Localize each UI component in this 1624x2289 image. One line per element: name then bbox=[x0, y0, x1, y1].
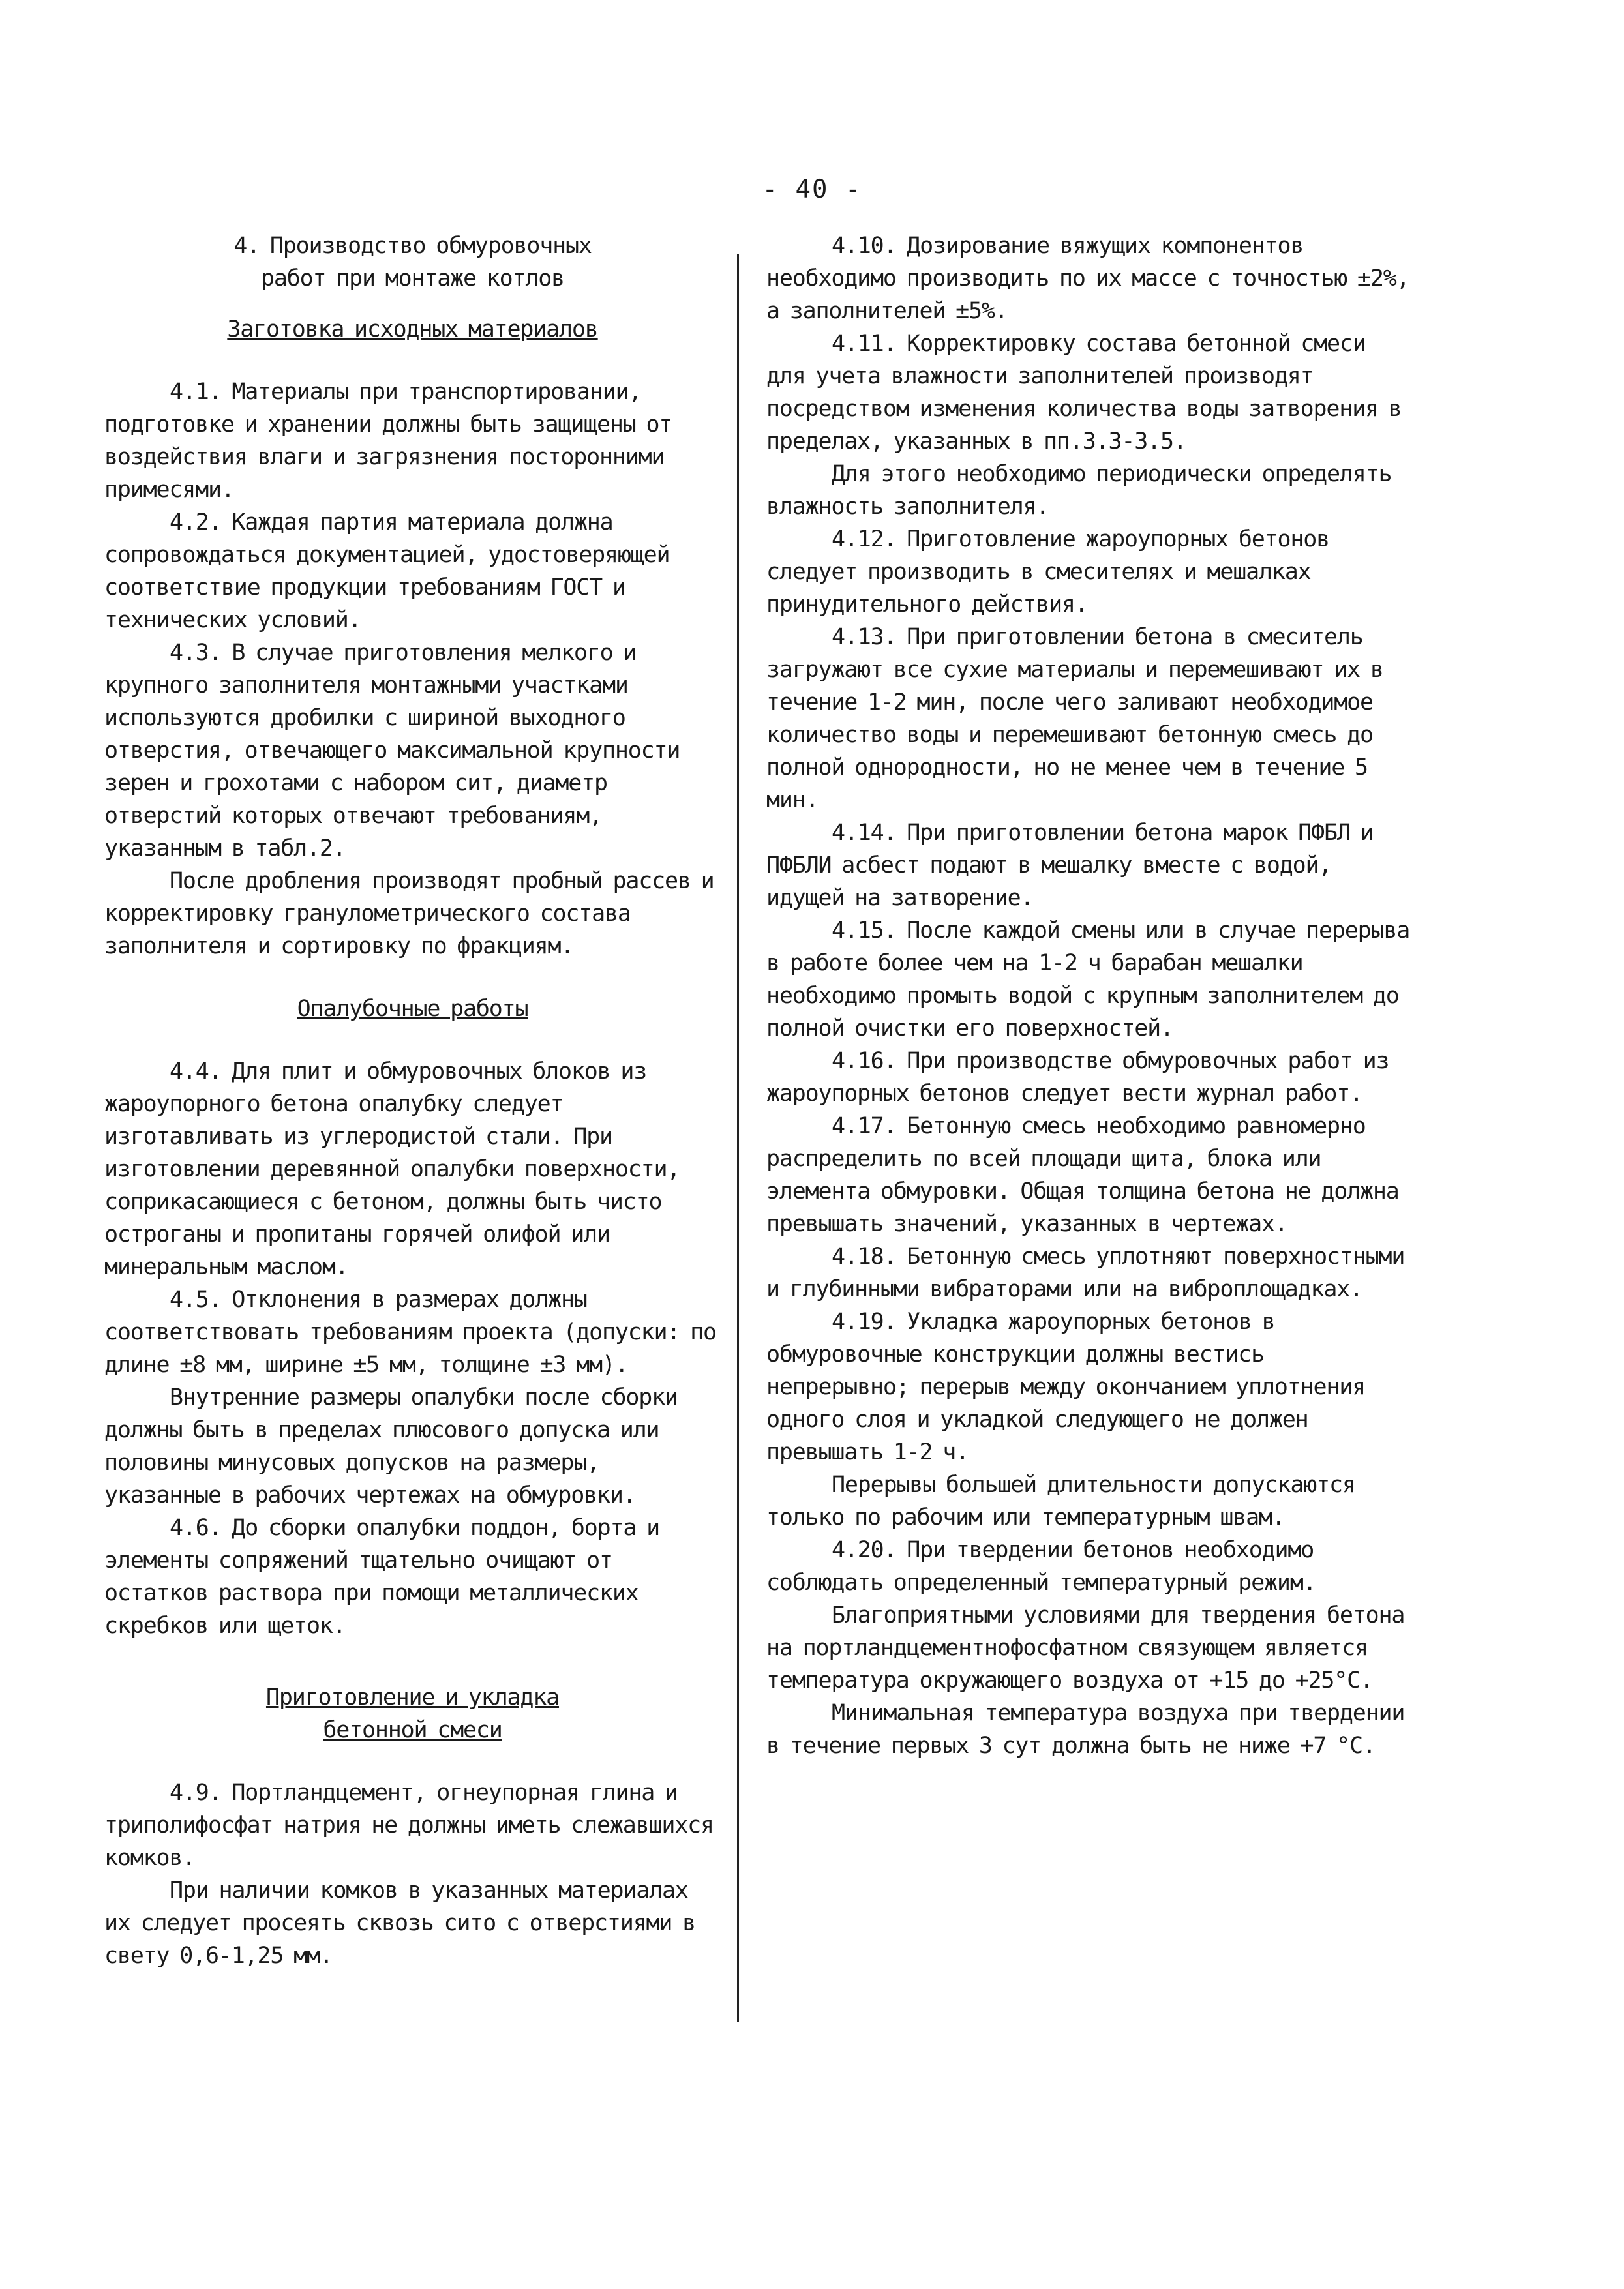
paragraph-4-11-cont: Для этого необходимо периодически определять влажность заполнителя. bbox=[766, 461, 1392, 520]
paragraph-4-4: 4.4. Для плит и обмуровочных блоков из жароупорного бетона опалубку следует изготавливать из углеродистой стали. При изготовлении деревянной опалубки поверхности, соприкасающиеся с бетоном, должны быть чисто остроганы и пропитаны горячей олифой или минеральным маслом. bbox=[104, 1058, 680, 1280]
paragraph-4-19-cont: Перерывы большей длительности допускаются только по рабочим или температурным швам. bbox=[766, 1472, 1355, 1531]
paragraph-4-13: 4.13. При приготовлении бетона в смеситель загружают все сухие материалы и перемешивают их в течение 1-2 мин, после чего заливают необходимое количество воды и перемешивают бетонную смесь до полной однородности, но не менее чем в течение 5 мин. bbox=[766, 624, 1383, 813]
paragraph-4-1: 4.1. Материалы при транспортировании, подготовке и хранении должны быть защищены от воздействия влаги и загрязнения посторонними примесями. bbox=[104, 379, 672, 503]
paragraph-4-14: 4.14. При приготовлении бетона марок ПФБЛ и ПФБЛИ асбест подают в мешалку вместе с водой, идущей на затворение. bbox=[766, 820, 1374, 911]
paragraph-4-18: 4.18. Бетонную смесь уплотняют поверхностными и глубинными вибраторами или на виброплощадках. bbox=[766, 1244, 1405, 1302]
paragraph-4-12: 4.12. Приготовление жароупорных бетонов следует производить в смесителях и мешалках принудительного действия. bbox=[766, 526, 1329, 618]
paragraph-4-15: 4.15. После каждой смены или в случае перерыва в работе более чем на 1-2 ч барабан мешалки необходимо промыть водой с крупным заполнителем до полной очистки его поверхностей. bbox=[766, 918, 1410, 1041]
paragraph-4-20-cont1: Благоприятными условиями для твердения бетона на портландцементнофосфатном связующем является температура окружающего воздуха от +15 до +25°С. bbox=[766, 1602, 1405, 1694]
paragraph-4-16: 4.16. При производстве обмуровочных работ из жароупорных бетонов следует вести журнал работ. bbox=[766, 1048, 1389, 1107]
paragraph-4-20: 4.20. При твердении бетонов необходимо соблюдать определенный температурный режим. bbox=[766, 1537, 1316, 1596]
paragraph-4-17: 4.17. Бетонную смесь необходимо равномерно распределить по всей площади щита, блока или элемента обмуровки. Общая толщина бетона не должна превышать значений, указанных в чертежах. bbox=[766, 1113, 1399, 1237]
paragraph-4-9: 4.9. Портландцемент, огнеупорная глина и триполифосфат натрия не должны иметь слежавшихся комков. bbox=[104, 1780, 714, 1871]
paragraph-4-19: 4.19. Укладка жароупорных бетонов в обмуровочные конструкции должны вестись непрерывно; перерыв между окончанием уплотнения одного слоя и укладкой следующего не должен превышать 1-2 ч. bbox=[766, 1309, 1365, 1465]
subheading-mix-line2: бетонной смеси bbox=[323, 1717, 502, 1743]
subheading-formwork: Опалубочные работы bbox=[297, 996, 528, 1022]
paragraph-4-10: 4.10. Дозирование вяжущих компонентов необходимо производить по их массе с точностью ±2%, а заполнителей ±5%. bbox=[766, 233, 1409, 324]
paragraph-4-2: 4.2. Каждая партия материала должна сопровождаться документацией, удостоверяющей соответствие продукции требованиям ГОСТ и технических условий. bbox=[104, 509, 670, 633]
right-column bbox=[766, 230, 1412, 1762]
paragraph-4-5-cont: Внутренние размеры опалубки после сборки должны быть в пределах плюсового допуска или половины минусовых допусков на размеры, указанные в рабочих чертежах на обмуровки. bbox=[104, 1384, 678, 1508]
left-column bbox=[104, 230, 721, 1972]
paragraph-4-5: 4.5. Отклонения в размерах должны соответствовать требованиям проекта (допуски: по длине ±8 мм, ширине ±5 мм, толщине ±3 мм). bbox=[104, 1287, 716, 1378]
paragraph-4-3: 4.3. В случае приготовления мелкого и крупного заполнителя монтажными участками используются дробилки с шириной выходного отверстия, отвечающего максимальной крупности зерен и грохотами с набором сит, диаметр отверстий которых отвечают требованиям, указанным в табл.2. bbox=[104, 640, 680, 861]
section-title: 4. Производство обмуровочных bbox=[233, 233, 592, 259]
column-divider bbox=[737, 254, 739, 2022]
section-title-line2: работ при монтаже котлов bbox=[261, 265, 564, 292]
subheading-materials: Заготовка исходных материалов bbox=[227, 316, 598, 342]
paragraph-4-3-cont: После дробления производят пробный рассев и корректировку гранулометрического состава заполнителя и сортировку по фракциям. bbox=[104, 868, 714, 959]
subheading-mix: Приготовление и укладка bbox=[265, 1684, 560, 1711]
page-number: - 40 - bbox=[762, 175, 862, 204]
paragraph-4-6: 4.6. До сборки опалубки поддон, борта и элементы сопряжений тщательно очищают от остатков раствора при помощи металлических скребков или щеток. bbox=[104, 1515, 659, 1639]
paragraph-4-20-cont2: Минимальная температура воздуха при твердении в течение первых 3 сут должна быть не ниже +7 °С. bbox=[766, 1700, 1405, 1759]
paragraph-4-9-cont: При наличии комков в указанных материалах их следует просеять сквозь сито с отверстиями в свету 0,6-1,25 мм. bbox=[104, 1878, 695, 1969]
paragraph-4-11: 4.11. Корректировку состава бетонной смеси для учета влажности заполнителей производят посредством изменения количества воды затворения в пределах, указанных в пп.3.3-3.5. bbox=[766, 331, 1402, 455]
